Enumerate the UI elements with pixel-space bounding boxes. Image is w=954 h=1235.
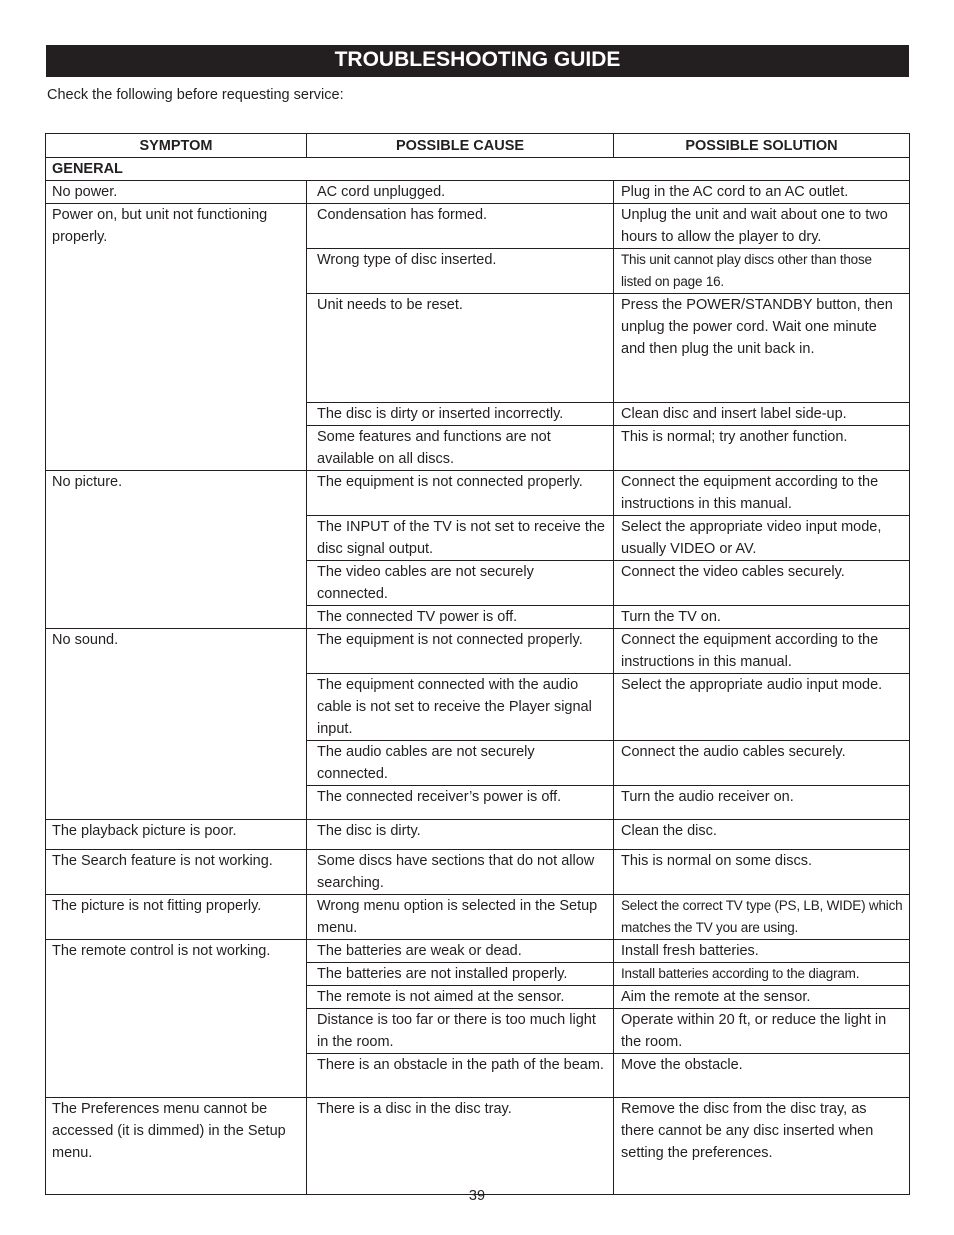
solution-cell: Install batteries according to the diagram. xyxy=(614,963,910,986)
table-row xyxy=(46,820,910,850)
cause-cell: The audio cables are not securely connected. xyxy=(307,741,614,786)
cause-cell: The disc is dirty or inserted incorrectly. xyxy=(307,403,614,426)
symptom-cell: The playback picture is poor. xyxy=(46,820,307,850)
solution-cell: Select the correct TV type (PS, LB, WIDE) which matches the TV you are using. xyxy=(614,895,910,940)
symptom-cell: The picture is not fitting properly. xyxy=(46,895,307,940)
solution-cell: Turn the audio receiver on. xyxy=(614,786,910,820)
section-row xyxy=(46,158,910,181)
cause-cell: Condensation has formed. xyxy=(307,204,614,249)
table-header-row xyxy=(46,134,910,158)
troubleshooting-table xyxy=(45,133,910,1195)
cause-cell: The connected TV power is off. xyxy=(307,606,614,629)
solution-cell: Install fresh batteries. xyxy=(614,940,910,963)
intro-text: Check the following before requesting service: xyxy=(47,87,344,103)
cause-cell: The disc is dirty. xyxy=(307,820,614,850)
solution-cell: Move the obstacle. xyxy=(614,1054,910,1098)
solution-cell: Connect the equipment according to the instructions in this manual. xyxy=(614,471,910,516)
section-label: GENERAL xyxy=(46,158,910,181)
cause-cell: The equipment is not connected properly. xyxy=(307,471,614,516)
solution-cell: Select the appropriate video input mode, usually VIDEO or AV. xyxy=(614,516,910,561)
solution-cell: Connect the video cables securely. xyxy=(614,561,910,606)
solution-cell: This is normal; try another function. xyxy=(614,426,910,471)
symptom-cell: No sound. xyxy=(46,629,307,820)
column-header-solution: POSSIBLE SOLUTION xyxy=(614,134,910,158)
page-number: 39 xyxy=(468,1188,486,1204)
cause-cell: Some features and functions are not available on all discs. xyxy=(307,426,614,471)
cause-cell: Unit needs to be reset. xyxy=(307,294,614,403)
cause-cell: AC cord unplugged. xyxy=(307,181,614,204)
cause-cell: There is a disc in the disc tray. xyxy=(307,1098,614,1195)
symptom-cell: Power on, but unit not functioning properly. xyxy=(46,204,307,471)
table-row xyxy=(46,895,910,940)
table-row xyxy=(46,850,910,895)
symptom-cell: No power. xyxy=(46,181,307,204)
cause-cell: The equipment connected with the audio cable is not set to receive the Player signal input. xyxy=(307,674,614,741)
solution-cell: Press the POWER/STANDBY button, then unplug the power cord. Wait one minute and then plug the unit back in. xyxy=(614,294,910,403)
cause-cell: Some discs have sections that do not allow searching. xyxy=(307,850,614,895)
solution-cell: Select the appropriate audio input mode. xyxy=(614,674,910,741)
solution-cell: Turn the TV on. xyxy=(614,606,910,629)
symptom-cell: The Preferences menu cannot be accessed (it is dimmed) in the Setup menu. xyxy=(46,1098,307,1195)
table-row xyxy=(46,940,910,963)
solution-cell: Plug in the AC cord to an AC outlet. xyxy=(614,181,910,204)
cause-cell: The connected receiver’s power is off. xyxy=(307,786,614,820)
cause-cell: The video cables are not securely connected. xyxy=(307,561,614,606)
solution-cell: Aim the remote at the sensor. xyxy=(614,986,910,1009)
symptom-cell: The remote control is not working. xyxy=(46,940,307,1098)
solution-cell: Remove the disc from the disc tray, as there cannot be any disc inserted when setting the preferences. xyxy=(614,1098,910,1195)
table-row xyxy=(46,1098,910,1195)
cause-cell: Wrong type of disc inserted. xyxy=(307,249,614,294)
solution-cell: This unit cannot play discs other than those listed on page 16. xyxy=(614,249,910,294)
solution-cell: Clean disc and insert label side-up. xyxy=(614,403,910,426)
cause-cell: The equipment is not connected properly. xyxy=(307,629,614,674)
table-body xyxy=(46,158,910,1195)
cause-cell: The remote is not aimed at the sensor. xyxy=(307,986,614,1009)
table-row xyxy=(46,629,910,674)
column-header-cause: POSSIBLE CAUSE xyxy=(307,134,614,158)
cause-cell: Distance is too far or there is too much light in the room. xyxy=(307,1009,614,1054)
cause-cell: The batteries are weak or dead. xyxy=(307,940,614,963)
solution-cell: Connect the equipment according to the instructions in this manual. xyxy=(614,629,910,674)
cause-cell: Wrong menu option is selected in the Setup menu. xyxy=(307,895,614,940)
table-row xyxy=(46,471,910,516)
cause-cell: There is an obstacle in the path of the beam. xyxy=(307,1054,614,1098)
solution-cell: This is normal on some discs. xyxy=(614,850,910,895)
cause-cell: The INPUT of the TV is not set to receive the disc signal output. xyxy=(307,516,614,561)
solution-cell: Unplug the unit and wait about one to two hours to allow the player to dry. xyxy=(614,204,910,249)
solution-cell: Connect the audio cables securely. xyxy=(614,741,910,786)
solution-cell: Operate within 20 ft, or reduce the light in the room. xyxy=(614,1009,910,1054)
column-header-symptom: SYMPTOM xyxy=(46,134,307,158)
page-title: TROUBLESHOOTING GUIDE xyxy=(46,45,909,77)
solution-cell: Clean the disc. xyxy=(614,820,910,850)
table-row xyxy=(46,181,910,204)
table-row xyxy=(46,204,910,249)
cause-cell: The batteries are not installed properly. xyxy=(307,963,614,986)
symptom-cell: The Search feature is not working. xyxy=(46,850,307,895)
symptom-cell: No picture. xyxy=(46,471,307,629)
